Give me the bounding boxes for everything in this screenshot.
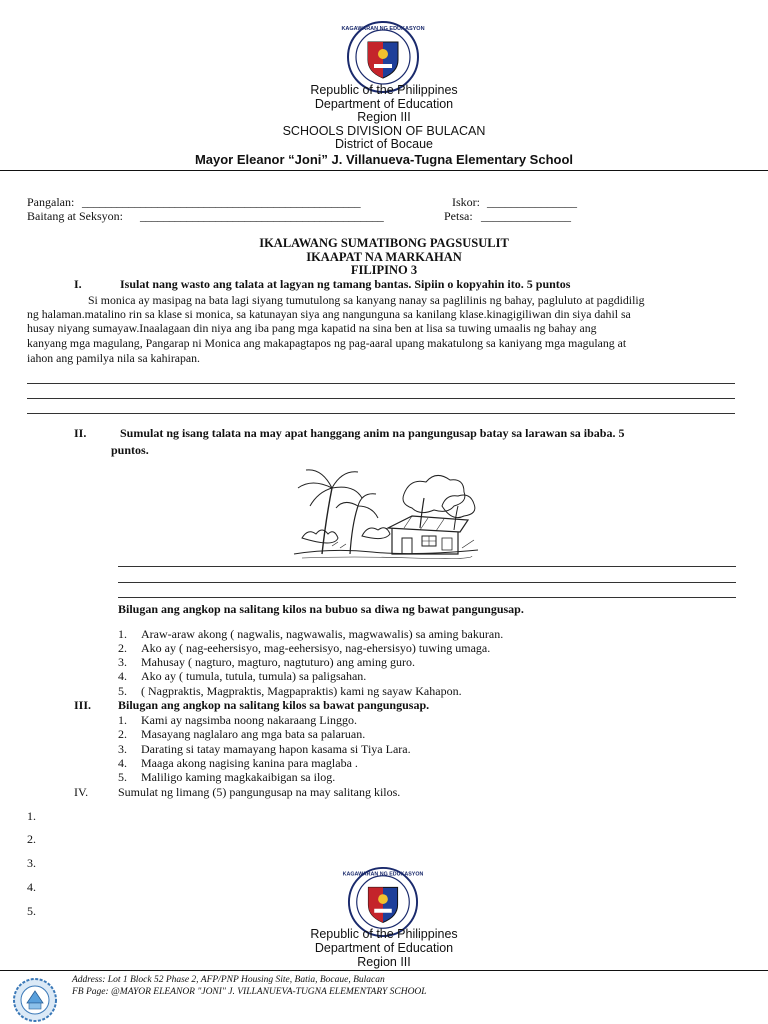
part2-instruction-cont: puntos. [111, 443, 149, 457]
list-item: Masayang naglalaro ang mga bata sa palaruan. [141, 727, 366, 741]
part2-subinstruction: Bilugan ang angkop na salitang kilos na bubuo sa diwa ng bawat pangungusap. [118, 602, 524, 616]
answer-number: 3. [27, 856, 36, 870]
name-label: Pangalan: [27, 195, 75, 209]
header-department: Department of Education [314, 97, 454, 111]
answer-line[interactable] [27, 398, 735, 399]
answer-line[interactable] [118, 597, 736, 598]
grade-section-label: Baitang at Seksyon: [27, 209, 123, 223]
footer-republic: Republic of the Philippines [310, 927, 458, 941]
header-division: SCHOOLS DIVISION OF BULACAN [282, 124, 486, 138]
list-item-number: 5. [118, 770, 127, 784]
date-field[interactable]: _______________ [481, 209, 571, 223]
exam-subject: FILIPINO 3 [350, 263, 418, 277]
answer-line[interactable] [27, 383, 735, 384]
list-item-number: 3. [118, 742, 127, 756]
header-school: Mayor Eleanor “Joni” J. Villanueva-Tugna Elementary School [194, 152, 574, 167]
footer-region: Region III [357, 955, 411, 969]
list-item: Kami ay nagsimba noong nakaraang Linggo. [141, 713, 357, 727]
list-item: Maaga akong nagising kanina para maglaba . [141, 756, 358, 770]
part4-instruction: Sumulat ng limang (5) pangungusap na may salitang kilos. [118, 785, 401, 799]
name-field[interactable]: ________________________________________________ [82, 195, 361, 209]
header-divider [0, 170, 768, 171]
answer-line[interactable] [118, 566, 736, 567]
answer-line[interactable] [27, 413, 735, 414]
header-district: District of Bocaue [335, 137, 433, 151]
part4-number: IV. [74, 785, 89, 799]
grade-section-field[interactable]: __________________________________________ [140, 209, 384, 223]
list-item-number: 1. [118, 713, 127, 727]
footer-divider [0, 970, 768, 971]
paragraph-line-1: Si monica ay masipag na bata lagi siyang tumutulong sa kanyang nanay sa paglilinis ng bahay, pagluluto at pagdidilig [88, 293, 645, 307]
exam-quarter: IKAAPAT NA MARKAHAN [306, 250, 462, 264]
list-item-number: 5. [118, 684, 127, 698]
svg-text:KAGAWARAN NG EDUKASYON: KAGAWARAN NG EDUKASYON [342, 871, 424, 878]
part1-instruction: Isulat nang wasto ang talata at lagyan ng tamang bantas. Sipiin o kopyahin ito. 5 puntos [120, 277, 571, 291]
list-item-number: 4. [118, 669, 127, 683]
list-item: Ako ay ( nag-eehersisyo, mag-eehersisyo, nag-ehersisyo) tuwing umaga. [141, 641, 491, 655]
paragraph-line-4: kanyang mga magulang, Pangarap ni Monica ang makapagtapos ng pag-aaral upang makatulong sa kaniyang mga magulang at [27, 336, 627, 350]
score-label: Iskor: [452, 195, 480, 209]
house-landscape-sketch-icon [292, 458, 480, 564]
svg-text:KAGAWARAN NG EDUKASYON: KAGAWARAN NG EDUKASYON [341, 26, 425, 32]
header-republic: Republic of the Philippines [310, 83, 458, 97]
date-label: Petsa: [444, 209, 473, 223]
exam-title: IKALAWANG SUMATIBONG PAGSUSULIT [259, 236, 509, 250]
answer-number: 5. [27, 904, 36, 918]
list-item: Araw-araw akong ( nagwalis, nagwawalis, magwawalis) sa aming bakuran. [141, 627, 504, 641]
list-item-number: 1. [118, 627, 127, 641]
part2-number: II. [74, 426, 87, 440]
answer-number: 1. [27, 809, 36, 823]
part3-number: III. [74, 698, 92, 712]
part1-number: I. [74, 277, 82, 291]
part2-instruction: Sumulat ng isang talata na may apat hanggang anim na pangungusap batay sa larawan sa ibaba. 5 [120, 426, 625, 440]
list-item-number: 2. [118, 641, 127, 655]
footer-department: Department of Education [314, 941, 454, 955]
answer-number: 4. [27, 880, 36, 894]
paragraph-line-5: iahon ang pamilya nila sa kahirapan. [27, 351, 200, 365]
score-field[interactable]: _______________ [487, 195, 577, 209]
list-item-number: 4. [118, 756, 127, 770]
list-item: Maliligo kaming magkakaibigan sa ilog. [141, 770, 336, 784]
list-item-number: 3. [118, 655, 127, 669]
footer-fb-page[interactable]: FB Page: @MAYOR ELEANOR "JONI" J. VILLANUEVA-TUGNA ELEMENTARY SCHOOL [72, 987, 427, 997]
list-item: ( Nagpraktis, Magpraktis, Magpapraktis) kami ng sayaw Kahapon. [141, 684, 462, 698]
part3-instruction: Bilugan ang angkop na salitang kilos sa bawat pangungusap. [118, 698, 430, 712]
paragraph-line-3: husay niyang sumayaw.Inaalagaan din niya ang iba pang mga kapatid na sina ben at lisa sa tuwing umaalis ng bahay ang [27, 321, 597, 335]
list-item: Mahusay ( nagturo, magturo, nagtuturo) ang aming guro. [141, 655, 415, 669]
header-region: Region III [357, 110, 411, 124]
footer-address: Address: Lot 1 Block 52 Phase 2, AFP/PNP Housing Site, Batia, Bocaue, Bulacan [72, 975, 385, 985]
list-item-number: 2. [118, 727, 127, 741]
paragraph-line-2: ng halaman.matalino rin sa klase si monica, sa katunayan siya ang nangunguna sa kanilang klase.kinagigiliwan din siya dahil sa [27, 307, 631, 321]
list-item: Darating si tatay mamayang hapon kasama si Tiya Lara. [141, 742, 411, 756]
answer-number: 2. [27, 832, 36, 846]
answer-line[interactable] [118, 582, 736, 583]
school-logo-icon [12, 977, 58, 1023]
list-item: Ako ay ( tumula, tutula, tumula) sa paligsahan. [141, 669, 367, 683]
